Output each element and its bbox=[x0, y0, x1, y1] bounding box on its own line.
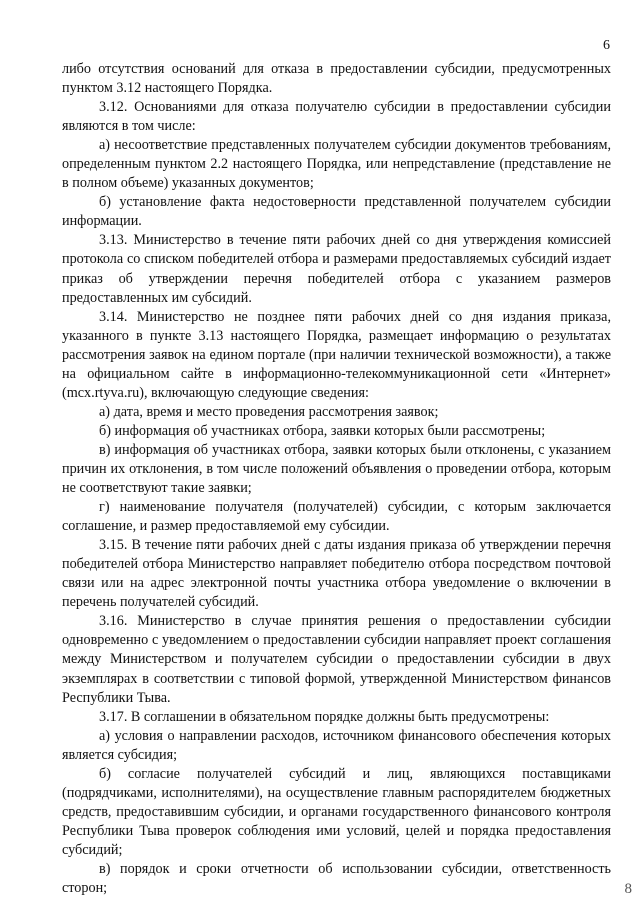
paragraph-3-12: 3.12. Основаниями для отказа получателю субсидии в предоставлении субсидии являются в том числе: bbox=[62, 99, 611, 135]
paragraph-3-12-b: б) установление факта недостоверности представленной получателем субсидии информации. bbox=[62, 194, 611, 230]
paragraph-3-14: 3.14. Министерство не позднее пяти рабочих дней со дня издания приказа, указанного в пункте 3.13 настоящего Порядка, размещает информацию о результатах рассмотрения заявок на едином портале (при наличии технической возможности), а также на официальном сайте в информационно-телекоммуникационной сети «Интернет» (mcx.rtyva.ru), включающую следующие сведения: bbox=[62, 308, 611, 401]
paragraph-3-14-a: а) дата, время и место проведения рассмотрения заявок; bbox=[99, 403, 439, 420]
paragraph-3-12-a: а) несоответствие представленных получателем субсидии документов требованиям, определенным пунктом 2.2 настоящего Порядка, или непредставление (представление не в полном объеме) указанных документов; bbox=[62, 137, 611, 192]
page-number: 6 bbox=[603, 38, 610, 53]
paragraph-3-14-b: б) информация об участниках отбора, заявки которых были рассмотрены; bbox=[99, 422, 546, 439]
paragraph-3-13: 3.13. Министерство в течение пяти рабочих дней со дня утверждения комиссией протокола со списком победителей отбора и размерами предоставляемых субсидий издает приказ об утверждении перечня победителей отбора с указанием размеров предоставленных им субсидий. bbox=[62, 232, 611, 306]
paragraph-3-17: 3.17. В соглашении в обязательном порядке должны быть предусмотрены: bbox=[99, 708, 550, 725]
corner-mark: 8 bbox=[624, 881, 632, 897]
document-body bbox=[62, 60, 611, 898]
paragraph-continuation: либо отсутствия оснований для отказа в предоставлении субсидии, предусмотренных пунктом 3.12 настоящего Порядка. bbox=[62, 61, 611, 97]
paragraph-3-16: 3.16. Министерство в случае принятия решения о предоставлении субсидии одновременно с уведомлением о предоставлении субсидии направляет проект соглашения между Министерством и получателем субсидии о предоставлении субсидии в двух экземплярах в соответствии с типовой формой, утвержденной Министерством финансов Республики Тыва. bbox=[62, 613, 611, 706]
paragraph-3-17-v: в) порядок и сроки отчетности об использовании субсидии, ответственность сторон; bbox=[62, 860, 611, 897]
paragraph-3-17-a: а) условия о направлении расходов, источником финансового обеспечения которых является субсидия; bbox=[62, 727, 611, 763]
paragraph-3-14-v: в) информация об участниках отбора, заявки которых были отклонены, с указанием причин их отклонения, в том числе положений объявления о проведении отбора, которым не соответствуют такие заявки; bbox=[62, 441, 611, 497]
paragraph-3-14-g: г) наименование получателя (получателей) субсидии, с которым заключается соглашение, и размер предоставляемой ему субсидии. bbox=[62, 499, 611, 535]
paragraph-3-15: 3.15. В течение пяти рабочих дней с даты издания приказа об утверждении перечня победителей отбора Министерство направляет победителю отбора посредством почтовой связи или на адрес электронной почты участника отбора уведомление о включении в перечень получателей субсидий. bbox=[62, 537, 611, 611]
paragraph-3-17-b: б) согласие получателей субсидий и лиц, являющихся поставщиками (подрядчиками, исполнителями), на осуществление главным распорядителем бюджетных средств, предоставившим субсидии, и органами государственного финансового контроля Республики Тыва проверок соблюдения ими условий, целей и порядка предоставления субсидий; bbox=[62, 765, 611, 858]
